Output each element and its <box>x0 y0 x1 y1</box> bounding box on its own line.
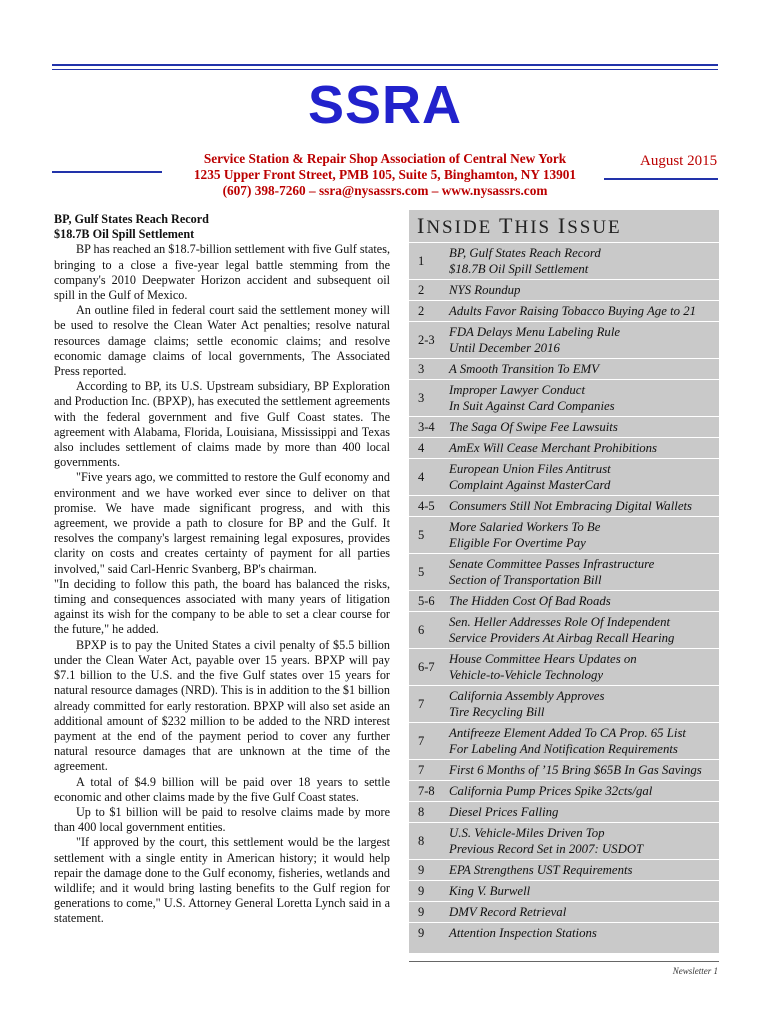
toc-entry-title: DMV Record Retrieval <box>449 905 567 919</box>
toc-page-number: 2 <box>418 282 425 297</box>
toc-row[interactable] <box>409 242 719 279</box>
toc-page-number: 5-6 <box>418 593 435 608</box>
toc-row[interactable] <box>409 722 719 759</box>
toc-page-number: 3 <box>418 390 425 405</box>
toc-entry-title: A Smooth Transition To EMV <box>449 362 600 376</box>
toc-row[interactable] <box>409 416 719 437</box>
inside-this-issue <box>409 210 719 953</box>
masthead-title: SSRA <box>307 75 463 135</box>
lead-article <box>54 212 390 927</box>
toc-entry-title: Sen. Heller Addresses Role Of Independent Service Providers At Airbag Recall Hearing <box>449 615 675 645</box>
toc-entry-title: U.S. Vehicle-Miles Driven Top Previous Record Set in 2007: USDOT <box>449 826 644 856</box>
toc-entry-title: AmEx Will Cease Merchant Prohibitions <box>449 441 658 455</box>
issue-date: August 2015 <box>640 153 718 169</box>
toc-page-number: 3-4 <box>418 419 435 434</box>
article-paragraph: "Five years ago, we committed to restore the Gulf economy and environment and we have worked ever since to deliver on that promise. We have made significant progress, and with this agreement, we provide a path to closure for BP and the Gulf. It resolves the company's largest remaining legal exposures, provides clarity on costs and creates certainty of payment for all parties involved," said Carl-Henric Svanberg, BP's chairman. <box>54 470 390 576</box>
toc-entry-title: FDA Delays Menu Labeling Rule Until December 2016 <box>449 325 621 355</box>
toc-row[interactable] <box>409 880 719 901</box>
org-contact: (607) 398-7260 – ssra@nysassrs.com – www.nysassrs.com <box>222 183 548 198</box>
toc-page-number: 5 <box>418 564 425 579</box>
toc-page-number: 7 <box>418 696 425 711</box>
top-rule-thin <box>52 69 718 70</box>
article-paragraph: An outline filed in federal court said the settlement money will be used to resolve the Clean Water Act penalties; resolve natural resources damage claims; settle economic claims; and resolve economic damage claims of local governments, The Associated Press reported. <box>54 303 390 379</box>
toc-row[interactable] <box>409 822 719 859</box>
toc-page-number: 9 <box>418 904 425 919</box>
org-address: 1235 Upper Front Street, PMB 105, Suite 5, Binghamton, NY 13901 <box>193 167 577 182</box>
footer-rule <box>409 961 719 962</box>
toc-row[interactable] <box>409 495 719 516</box>
toc-page-number: 9 <box>418 862 425 877</box>
article-paragraph: BP has reached an $18.7-billion settlement with five Gulf states, bringing to a close a five-year legal battle stemming from the company's 2010 Deepwater Horizon accident and subsequent oil spill in the Gulf of Mexico. <box>54 242 390 303</box>
toc-entry-title: California Assembly Approves Tire Recycling Bill <box>449 689 605 719</box>
toc-entry-title: California Pump Prices Spike 32cts/gal <box>449 784 653 798</box>
toc-entry-title: Diesel Prices Falling <box>449 805 559 819</box>
toc-entry-title: NYS Roundup <box>449 283 521 297</box>
toc-entry-title: Antifreeze Element Added To CA Prop. 65 List For Labeling And Notification Requirements <box>449 726 686 756</box>
article-paragraph: A total of $4.9 billion will be paid over 18 years to settle economic and other claims made by the five Gulf Coast states. <box>54 774 390 804</box>
toc-entry-title: EPA Strengthens UST Requirements <box>449 863 633 877</box>
toc-page-number: 4 <box>418 440 425 455</box>
article-headline-line1: BP, Gulf States Reach Record <box>54 212 209 226</box>
org-name: Service Station & Repair Shop Association of Central New York <box>203 151 567 166</box>
toc-page-number: 6 <box>418 622 425 637</box>
toc-entry-title: BP, Gulf States Reach Record $18.7B Oil Spill Settlement <box>449 246 601 276</box>
toc-page-number: 4 <box>418 469 425 484</box>
toc-entry-title: The Hidden Cost Of Bad Roads <box>449 594 611 608</box>
toc-page-number: 9 <box>418 925 425 940</box>
article-paragraph: According to BP, its U.S. Upstream subsidiary, BP Exploration and Production Inc. (BPXP), has executed the settlement agreements with the federal government and five Gulf Coast states. The agreement with Alabama, Florida, Louisiana, Mississippi and Texas also includes settlement of claims made by more than 400 local governments. <box>54 379 390 470</box>
toc-heading: INSIDE THIS ISSUE <box>417 213 622 238</box>
org-block <box>175 151 595 199</box>
toc-row[interactable] <box>409 685 719 722</box>
toc-entry-title: More Salaried Workers To Be Eligible For Overtime Pay <box>449 520 601 550</box>
toc-entry-title: First 6 Months of ’15 Bring $65B In Gas Savings <box>449 763 702 777</box>
toc-page-number: 6-7 <box>418 659 435 674</box>
article-paragraph: "If approved by the court, this settlement would be the largest settlement with a single entity in American history; it would help repair the damage done to the Gulf economy, fisheries, wetlands and wildlife; and it would bring lasting benefits to the Gulf region for generations to come," U.S. Attorney General Loretta Lynch said in a statement. <box>54 835 390 926</box>
toc-page-number: 7 <box>418 733 425 748</box>
left-accent-rule <box>52 171 162 173</box>
toc-row[interactable] <box>409 759 719 780</box>
toc-entry-title: Improper Lawyer Conduct In Suit Against Card Companies <box>449 383 615 413</box>
toc-entry-title: Adults Favor Raising Tobacco Buying Age to 21 <box>449 304 697 318</box>
toc-page-number: 3 <box>418 361 425 376</box>
article-headline-line2: $18.7B Oil Spill Settlement <box>54 227 195 242</box>
top-rule <box>52 64 718 66</box>
article-paragraph: "In deciding to follow this path, the board has balanced the risks, timing and consequences associated with many years of litigation against its wish for the company to be able to set a clear course for the future," he added. <box>54 576 390 637</box>
toc-page-number: 8 <box>418 804 425 819</box>
toc-page-number: 2-3 <box>418 332 435 347</box>
toc-entry-title: House Committee Hears Updates on Vehicle-to-Vehicle Technology <box>449 652 637 682</box>
toc-page-number: 8 <box>418 833 425 848</box>
toc-row[interactable] <box>409 358 719 379</box>
toc-row[interactable] <box>409 922 719 943</box>
page-footer: Newsletter 1 <box>672 966 718 976</box>
toc-entry-title: European Union Files Antitrust Complaint Against MasterCard <box>449 462 611 492</box>
toc-row[interactable] <box>409 859 719 880</box>
toc-row[interactable] <box>409 801 719 822</box>
toc-list <box>409 242 719 943</box>
toc-row[interactable] <box>409 516 719 553</box>
right-accent-rule <box>604 178 718 180</box>
toc-page-number: 1 <box>418 253 425 268</box>
toc-page-number: 7-8 <box>418 783 435 798</box>
toc-entry-title: Attention Inspection Stations <box>449 926 597 940</box>
toc-entry-title: The Saga Of Swipe Fee Lawsuits <box>449 420 618 434</box>
toc-row[interactable] <box>409 590 719 611</box>
toc-entry-title: King V. Burwell <box>449 884 531 898</box>
toc-row[interactable] <box>409 553 719 590</box>
toc-entry-title: Senate Committee Passes Infrastructure Section of Transportation Bill <box>449 557 655 587</box>
toc-row[interactable] <box>409 611 719 648</box>
article-paragraph: BPXP is to pay the United States a civil penalty of $5.5 billion under the Clean Water Act, payable over 15 years. BPXP will pay $7.1 billion to the U.S. and the five Gulf states over 15 years for natural resource damages (NRD). This is in addition to the $1 billion already committed for early restoration. BPXP will also set aside an additional amount of $232 million to be added to the NRD interest payment at the end of the payment period to cover any further natural resource damages that are unknown at the time of the agreement. <box>54 637 390 774</box>
toc-page-number: 7 <box>418 762 425 777</box>
toc-page-number: 2 <box>418 303 425 318</box>
toc-row[interactable] <box>409 279 719 300</box>
toc-entry-title: Consumers Still Not Embracing Digital Wallets <box>449 499 693 513</box>
toc-row[interactable] <box>409 300 719 321</box>
toc-row[interactable] <box>409 648 719 685</box>
toc-page-number: 9 <box>418 883 425 898</box>
toc-row[interactable] <box>409 321 719 358</box>
toc-row[interactable] <box>409 379 719 416</box>
toc-row[interactable] <box>409 901 719 922</box>
toc-row[interactable] <box>409 458 719 495</box>
toc-page-number: 4-5 <box>418 498 435 513</box>
toc-page-number: 5 <box>418 527 425 542</box>
article-paragraph: Up to $1 billion will be paid to resolve claims made by more than 400 local government entities. <box>54 804 390 835</box>
toc-row[interactable] <box>409 780 719 801</box>
toc-row[interactable] <box>409 437 719 458</box>
